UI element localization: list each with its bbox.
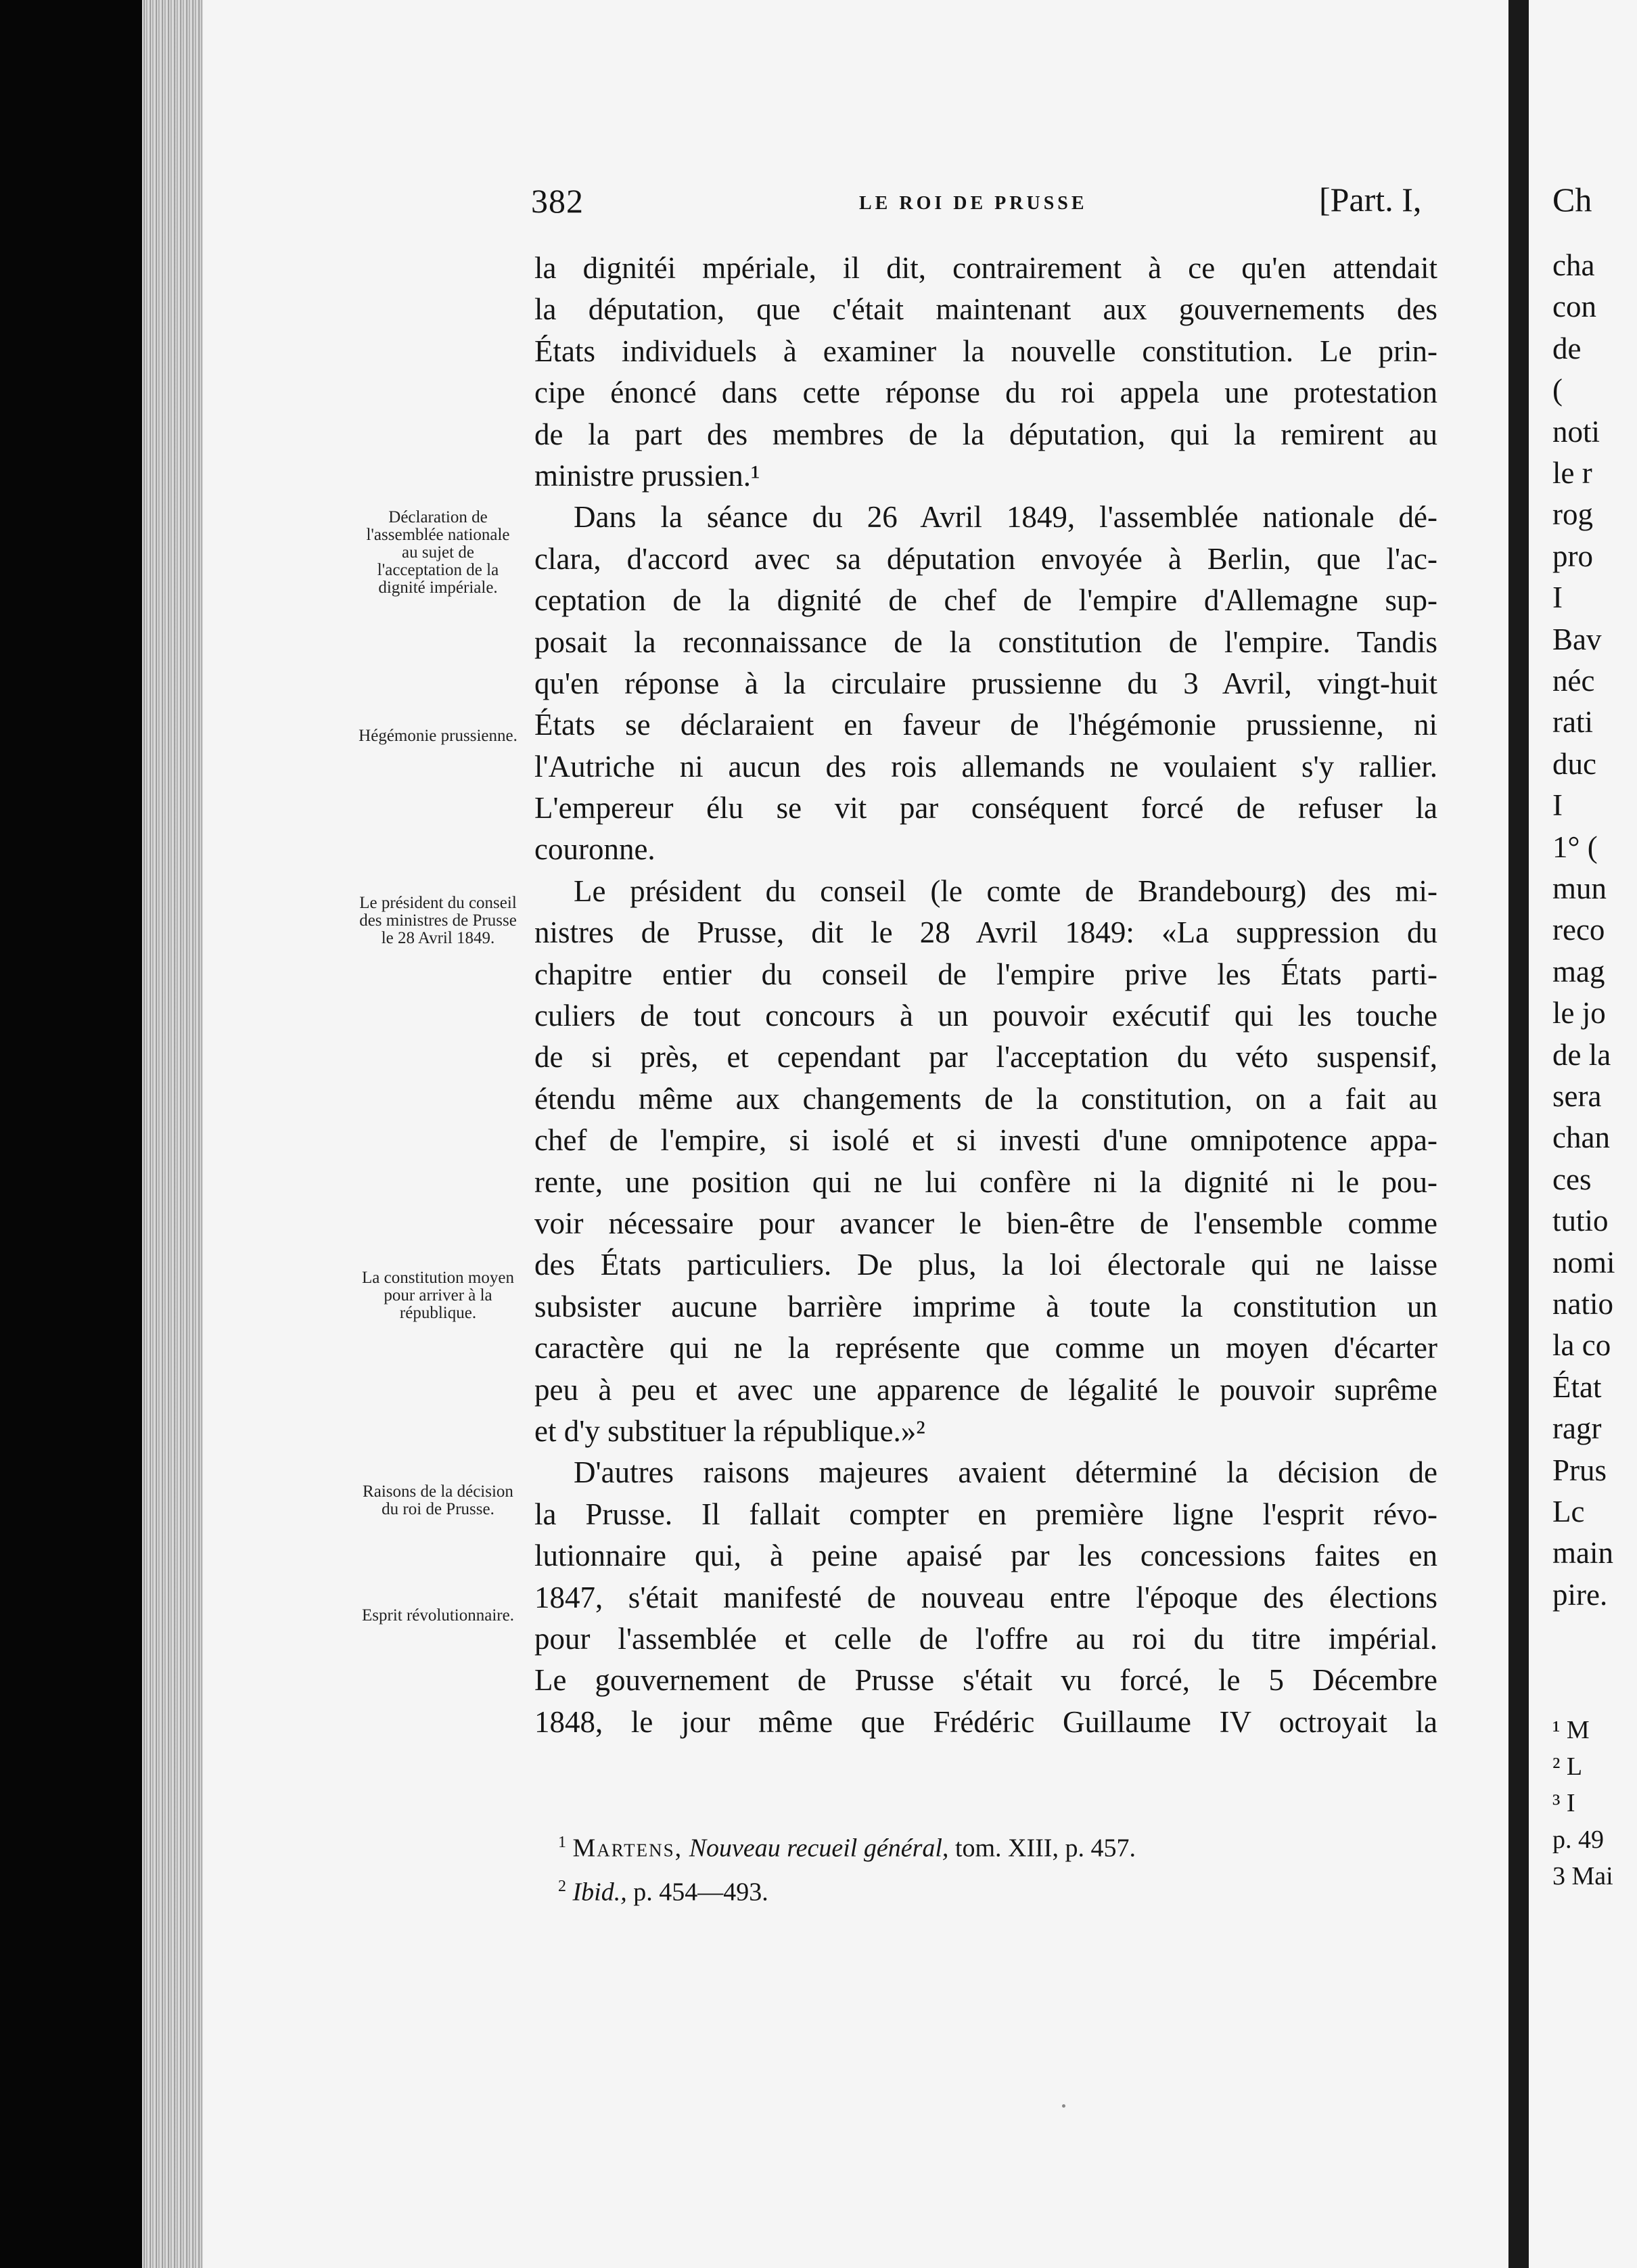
facing-page-line: chan <box>1552 1120 1610 1155</box>
facing-page-line: néc <box>1552 664 1595 698</box>
text-line: la dignitéi mpériale, il dit, contrairement à ce qu'en attendait <box>534 251 1437 285</box>
footnote <box>558 1823 1370 1867</box>
facing-page-line: mag <box>1552 954 1605 989</box>
text-line: subsister aucune barrière imprime à toute la constitution un <box>534 1289 1437 1323</box>
text-line: États se déclaraient en faveur de l'hégémonie prussienne, ni <box>534 708 1437 742</box>
text-line: chef de l'empire, si isolé et si investi d'une omnipotence appa- <box>534 1123 1437 1158</box>
text-line: de si près, et cependant par l'acceptation du véto suspensif, <box>534 1040 1437 1074</box>
facing-page-line: pro <box>1552 539 1593 573</box>
text-line: 1847, s'était manifesté de nouveau entre l'époque des élections <box>534 1580 1437 1614</box>
text-line: clara, d'accord avec sa députation envoyée à Berlin, que l'ac- <box>534 541 1437 576</box>
facing-page-line: Prus <box>1552 1453 1607 1487</box>
text-line: couronne. <box>534 832 655 867</box>
facing-page-line: I <box>1552 788 1563 823</box>
text-line: Le président du conseil (le comte de Brandebourg) des mi- <box>574 874 1437 908</box>
facing-page-footnote-line: p. 49 <box>1552 1825 1604 1854</box>
facing-page-line: la co <box>1552 1328 1611 1363</box>
facing-page-footnote-line: ¹ M <box>1552 1716 1590 1744</box>
facing-page-line: Bav <box>1552 622 1602 656</box>
facing-page-line: nomi <box>1552 1245 1615 1279</box>
margin-note: Déclaration de l'assemblée nationale au sujet de l'acceptation de la dignité impériale. <box>366 508 510 597</box>
text-line: Dans la séance du 26 Avril 1849, l'assemblée nationale dé- <box>574 500 1437 535</box>
text-line: qu'en réponse à la circulaire prussienne du 3 Avril, vingt-huit <box>534 666 1437 700</box>
book-gutter <box>1508 0 1529 2268</box>
text-line: et d'y substituer la république.»² <box>534 1413 925 1448</box>
footnote-mark: 2 <box>558 1877 566 1895</box>
facing-page-line: rog <box>1552 497 1593 532</box>
facing-page-line: État <box>1552 1369 1602 1404</box>
facing-page-line: de <box>1552 331 1582 365</box>
text-line: nistres de Prusse, dit le 28 Avril 1849: «La suppression du <box>534 915 1437 950</box>
facing-page-line: ragr <box>1552 1411 1602 1446</box>
facing-page-line: sera <box>1552 1079 1602 1113</box>
facing-page-line: pire. <box>1552 1577 1608 1612</box>
facing-page-line: le r <box>1552 456 1592 490</box>
text-line: de la part des membres de la députation, qui la remirent au <box>534 417 1437 451</box>
facing-page-line: duc <box>1552 746 1596 781</box>
facing-page-line: cha <box>1552 248 1595 282</box>
part-label: [Part. I, <box>1319 181 1422 219</box>
page-number: 382 <box>531 182 584 220</box>
facing-page-line: ( <box>1552 373 1563 407</box>
text-line: culiers de tout concours à un pouvoir exécutif qui les touche <box>534 999 1437 1033</box>
footnote-author: Martens, <box>572 1834 683 1863</box>
text-line: ceptation de la dignité de chef de l'empire d'Allemagne sup- <box>534 583 1437 618</box>
facing-page-line: rati <box>1552 705 1593 740</box>
facing-page-line: mun <box>1552 871 1607 905</box>
facing-page-line: de la <box>1552 1037 1611 1072</box>
footnote-reference: p. 454—493. <box>633 1878 768 1907</box>
margin-note: Hégémonie prussienne. <box>359 727 517 745</box>
text-line: rente, une position qui ne lui confère ni la dignité ni le pou- <box>534 1164 1437 1199</box>
facing-page-footnote-line: 3 Mai <box>1552 1862 1613 1890</box>
text-line: ministre prussien.¹ <box>534 458 760 493</box>
margin-note: La constitution moyen pour arriver à la république. <box>362 1269 514 1322</box>
text-line: L'empereur élu se vit par conséquent forcé de refuser la <box>534 791 1437 825</box>
facing-page-line: Lc <box>1552 1495 1585 1528</box>
facing-page-header: Ch <box>1552 181 1592 219</box>
footnote-title: Nouveau recueil général, <box>689 1834 949 1863</box>
text-line: l'Autriche ni aucun des rois allemands ne voulaient s'y rallier. <box>534 749 1437 784</box>
footnote <box>558 1867 1370 1911</box>
margin-note: Esprit révolutionnaire. <box>362 1606 514 1625</box>
text-line: chapitre entier du conseil de l'empire prive les États parti- <box>534 957 1437 991</box>
text-line: peu à peu et avec une apparence de légalité le pouvoir suprême <box>534 1372 1437 1407</box>
text-line: la députation, que c'était maintenant aux gouvernements des <box>534 292 1437 327</box>
text-line: voir nécessaire pour avancer le bien-être de l'ensemble comme <box>534 1206 1437 1240</box>
running-title: LE ROI DE PRUSSE <box>859 193 1088 214</box>
text-line: États individuels à examiner la nouvelle constitution. Le prin- <box>534 334 1437 368</box>
footnote-mark: 1 <box>558 1834 566 1851</box>
facing-page-footnote-line: ³ I <box>1552 1789 1575 1817</box>
footnote-reference: tom. XIII, p. 457. <box>954 1834 1136 1863</box>
facing-page-line: I <box>1552 581 1563 615</box>
facing-page-line: main <box>1552 1536 1613 1570</box>
book-page-edges <box>142 0 206 2268</box>
facing-page-line: 1° ( <box>1552 830 1598 864</box>
text-line: caractère qui ne la représente que comme un moyen d'écarter <box>534 1331 1437 1365</box>
facing-page-line: reco <box>1552 913 1605 947</box>
text-line: la Prusse. Il fallait compter en première ligne l'esprit révo- <box>534 1497 1437 1531</box>
facing-page-fragment <box>1529 0 1637 2268</box>
facing-page-footnote-line: ² L <box>1552 1752 1583 1781</box>
margin-note: Le président du conseil des ministres de Prusse le 28 Avril 1849. <box>359 894 517 947</box>
text-line: cipe énoncé dans cette réponse du roi appela une protestation <box>534 376 1437 410</box>
text-line: lutionnaire qui, à peine apaisé par les concessions faites en <box>534 1539 1437 1573</box>
facing-page-line: con <box>1552 290 1596 324</box>
text-line: des États particuliers. De plus, la loi électorale qui ne laisse <box>534 1248 1437 1282</box>
body-text <box>534 248 1437 1743</box>
margin-note: Raisons de la décision du roi de Prusse. <box>363 1482 513 1518</box>
facing-page-line: le jo <box>1552 996 1606 1030</box>
text-line: Le gouvernement de Prusse s'était vu forcé, le 5 Décembre <box>534 1663 1437 1698</box>
footnotes <box>558 1823 1370 1911</box>
text-line: étendu même aux changements de la constitution, on a fait au <box>534 1081 1437 1116</box>
facing-page-line: noti <box>1552 414 1600 449</box>
facing-page-line: ces <box>1552 1162 1592 1196</box>
text-line: 1848, le jour même que Frédéric Guillaume IV octroyait la <box>534 1704 1437 1739</box>
text-line: posait la reconnaissance de la constitution de l'empire. Tandis <box>534 625 1437 659</box>
facing-page-line: tutio <box>1552 1204 1609 1238</box>
footnote-title: Ibid., <box>572 1878 627 1907</box>
paper-speck <box>1062 2104 1065 2108</box>
facing-page-line: natio <box>1552 1287 1613 1321</box>
text-line: pour l'assemblée et celle de l'offre au roi du titre impérial. <box>534 1621 1437 1656</box>
text-line: D'autres raisons majeures avaient déterminé la décision de <box>574 1455 1437 1490</box>
